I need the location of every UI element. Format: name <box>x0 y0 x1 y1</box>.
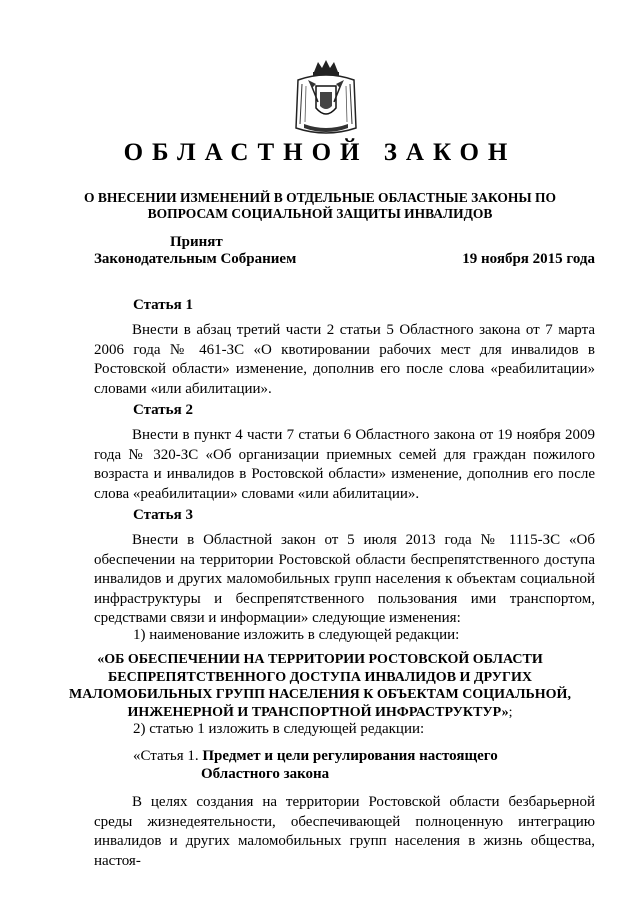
new-article-heading <box>133 748 498 783</box>
new-law-title-line <box>60 704 580 722</box>
new-law-title-text: ИНЖЕНЕРНОЙ И ТРАНСПОРТНОЙ ИНФРАСТРУКТУР» <box>127 704 509 720</box>
article-heading: Статья 1 <box>133 297 193 313</box>
new-law-title-line: «ОБ ОБЕСПЕЧЕНИИ НА ТЕРРИТОРИИ РОСТОВСКОЙ ОБЛАСТИ <box>97 652 543 667</box>
new-article-prefix: «Статья 1. <box>133 748 203 764</box>
article-text: Внести в Областной закон от 5 июля 2013 года № 1115-ЗС «Об обеспечении на территории Ростовской области беспрепятственного доступа инвалидов и других маломобильных групп населения к объектам социальной инфраструктуры и беспрепятственного пользования ими транспортом, средствами связи и информации» следующие изменения: <box>94 532 595 626</box>
article-heading: Статья 3 <box>133 507 193 523</box>
new-law-title <box>60 651 580 721</box>
law-title <box>60 190 580 222</box>
new-article-title-cont: Областного закона <box>201 765 330 782</box>
law-title-line: ВОПРОСАМ СОЦИАЛЬНОЙ ЗАЩИТЫ ИНВАЛИДОВ <box>147 206 493 221</box>
new-article-title: Предмет и цели регулирования настоящего <box>202 748 498 764</box>
law-type-heading: ОБЛАСТНОЙ ЗАКОН <box>123 139 517 166</box>
new-law-title-line: БЕСПРЕПЯТСТВЕННОГО ДОСТУПА ИНВАЛИДОВ И ДРУГИХ <box>108 669 532 685</box>
coat-of-arms-emblem <box>290 58 362 138</box>
amendment-item: 2) статью 1 изложить в следующей редакции: <box>133 721 425 737</box>
article-heading: Статья 2 <box>133 402 193 418</box>
adopted-date: 19 ноября 2015 года <box>462 251 595 267</box>
adopted-label: Принят <box>170 234 223 250</box>
law-title-line: О ВНЕСЕНИИ ИЗМЕНЕНИЙ В ОТДЕЛЬНЫЕ ОБЛАСТНЫЕ ЗАКОНЫ ПО <box>83 190 557 205</box>
new-law-title-line: МАЛОМОБИЛЬНЫХ ГРУПП НАСЕЛЕНИЯ К ОБЪЕКТАМ СОЦИАЛЬНОЙ, <box>69 687 571 702</box>
article-text: Внести в абзац третий части 2 статьи 5 Областного закона от 7 марта 2006 года № 461-ЗС «О квотировании рабочих мест для инвалидов в Ростовской области» изменение, дополнив его после слова «реабилитации» словами «или абилитации». <box>94 322 595 397</box>
article-text: В целях создания на территории Ростовской области безбарьерной среды жизнедеятельности, обеспечивающей полноценную интеграцию инвалидов и других маломобильных групп населения в жизнь общества, настоя- <box>94 794 595 869</box>
article-text: Внести в пункт 4 части 7 статьи 6 Областного закона от 19 ноября 2009 года № 320-ЗС «Об организации приемных семей для граждан пожилого возраста и инвалидов в Ростовской области» изменение, дополнив его после слова «реабилитации» словами «или абилитации». <box>94 427 595 502</box>
new-law-title-punct: ; <box>508 704 513 720</box>
adopted-by: Законодательным Собранием <box>94 251 297 267</box>
amendment-item: 1) наименование изложить в следующей редакции: <box>133 627 460 643</box>
